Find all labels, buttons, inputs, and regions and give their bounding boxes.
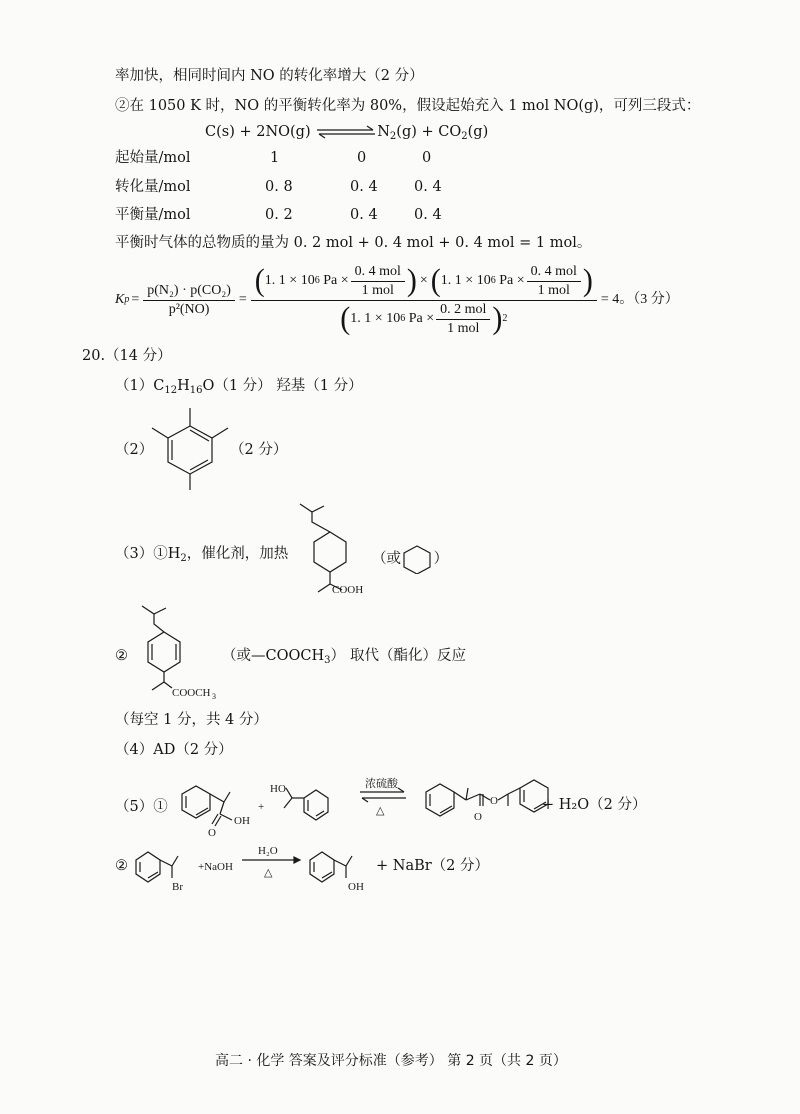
cell: 0. 2 [265, 207, 293, 223]
page-footer: 高二 · 化学 答案及评分标准（参考） 第 2 页（共 2 页） [215, 1053, 567, 1069]
svg-text:Br: Br [172, 881, 183, 893]
svg-text:O: O [490, 795, 498, 807]
svg-text:HO: HO [270, 783, 286, 795]
total-amount-line: 平衡时气体的总物质的量为 0. 2 mol + 0. 4 mol + 0. 4 mol = 1 mol。 [115, 235, 592, 251]
answer-5-2-label: ② [115, 858, 128, 874]
answer-2-label: （2） [115, 442, 154, 458]
svg-text:浓硫酸: 浓硫酸 [365, 777, 398, 790]
answer-3-2-reaction: 取代（酯化）反应 [350, 648, 466, 664]
cell: 0. 4 [350, 207, 378, 223]
cyclohexane-ring-icon [400, 544, 434, 574]
kp-fraction: $\frac{\text{p(N₂) · p(CO₂)}}{\text{p²(NO)}}$ [143, 283, 235, 318]
cell: 0. 4 [350, 179, 378, 195]
svg-text:O: O [208, 827, 216, 839]
question-20-heading: 20.（14 分） [82, 348, 172, 364]
cell: 0 [422, 150, 432, 166]
line-condition: ②在 1050 K 时，NO 的平衡转化率为 80%，假设起始充入 1 mol NO(g)，可列三段式： [115, 98, 701, 114]
cell: 1 [270, 150, 280, 166]
line-rate: 率加快，相同时间内 NO 的转化率增大（2 分） [115, 68, 424, 84]
row-label: 转化量/mol [115, 179, 191, 195]
cell: 0. 4 [414, 179, 442, 195]
equilibrium-arrow-icon [315, 125, 377, 139]
answer-5-1-score: + H₂O（2 分） [542, 797, 647, 813]
answer-4: （4）AD（2 分） [115, 742, 233, 758]
kp-value-fraction: ( 1. 1 × 10 6 Pa × $\frac{\text{0. 4 mol}}{\text{1 mol}}$ ) × ( 1. 1 × 10 6 Pa × $\frac{\text{0. 4 mol}}{\text{1 mol}}$ ) ( 1. 1 × 10 6 Pa × $\frac{\text{0. 2 mol}}{\text{1 mol}}$ ) 2 [251, 264, 597, 337]
cell: 0. 8 [265, 179, 293, 195]
svg-text:△: △ [264, 867, 273, 879]
answer-3-alt: （或 ） [372, 544, 448, 574]
svg-text:COOCH: COOCH [172, 687, 211, 699]
svg-text:+: + [258, 801, 265, 813]
svg-text:H₂O: H₂O [258, 845, 278, 857]
answer-5-1-label: （5）① [115, 799, 168, 815]
answer-3-2-alt: （或$—COOCH_3$） [222, 648, 345, 666]
tetramethylbenzene-structure [150, 396, 230, 492]
answer-3-score: （每空 1 分，共 4 分） [115, 712, 268, 728]
svg-text:+NaOH: +NaOH [198, 861, 233, 873]
answer-3-1: $(3)①H_2$，催化剂，加热 [115, 546, 289, 564]
svg-text:OH: OH [234, 815, 250, 827]
answer-2-score: （2 分） [230, 442, 288, 458]
svg-text:O: O [474, 811, 482, 823]
answer-1: $(1)C_{12}H_{16}O(1$ 分） 羟基（1 分） [115, 378, 363, 396]
equilibrium-equation: C(s) + 2NO(g) $N_2(g) + CO_2(g)$ [205, 124, 489, 142]
answer-3-2-label: ② [115, 648, 128, 664]
svg-text:△: △ [376, 805, 385, 817]
answer-5-2-score: + NaBr（2 分） [376, 858, 490, 874]
svg-text:3: 3 [212, 692, 216, 701]
ibuprofen-cyclohexyl-structure [286, 500, 376, 600]
svg-text:OH: OH [348, 881, 364, 893]
cell: 0 [357, 150, 367, 166]
row-label: 起始量/mol [115, 150, 191, 166]
svg-text:COOH: COOH [332, 584, 364, 596]
kp-expression: K p = $\frac{\text{p(N₂) · p(CO₂)}}{\text{p²(NO)}}$ = ( 1. 1 × 10 6 Pa × $\frac{\text{0. 4 mol}}{\text{1 mol}}$ ) × ( 1. 1 × 10 6 Pa × $\frac{\text{0. 4 mol}}{\text{1 mol}}$ ) ( 1. 1 × 10 6 Pa × $\frac{\text{0. 2 mol}}{\text{1 mol}}$ ) 2 = 4。（3 分） [115, 263, 679, 336]
row-label: 平衡量/mol [115, 207, 191, 223]
cell: 0. 4 [414, 207, 442, 223]
